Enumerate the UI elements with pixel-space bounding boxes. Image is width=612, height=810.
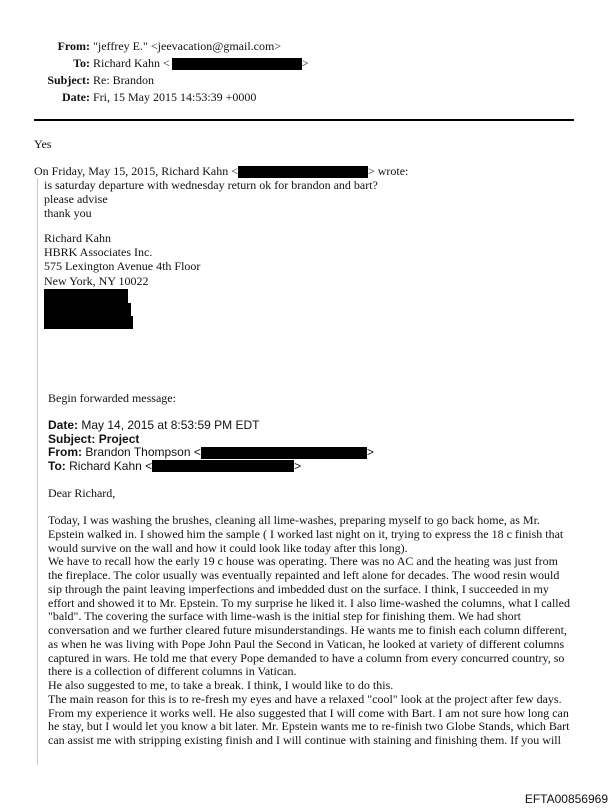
fwd-subject-label: Subject: [48, 431, 96, 446]
body-line: there is a collection of different columns in Vatican. [48, 664, 297, 679]
fwd-to-label: To: [48, 458, 66, 473]
to-label: To: [73, 56, 90, 70]
redaction-block [238, 166, 368, 178]
fwd-from-row [48, 446, 374, 460]
from-label: From: [57, 39, 90, 53]
fwd-from-label: From: [48, 445, 82, 459]
header-subject-row [0, 73, 400, 88]
signature-address: 575 Lexington Avenue 4th Floor [44, 259, 201, 274]
email-header [0, 39, 400, 119]
body-line: conversation and we further cleared future misunderstandings. He wants me to finish each column different, [48, 623, 567, 637]
to-value-group [93, 56, 309, 71]
header-to-row [0, 56, 400, 71]
header-from-row [0, 39, 400, 54]
fwd-to-row [48, 460, 374, 474]
quote-intro-suffix: > wrote: [367, 164, 409, 178]
body-line: He also suggested to me, to take a break. I think, I would like to do this. [48, 678, 394, 692]
fwd-to-suffix: > [294, 458, 302, 473]
redaction-block [172, 58, 302, 70]
fwd-from-value: Brandon Thompson < [85, 445, 201, 459]
body-line: can assist me with stripping existing finish and I will continue with staining and finishing them. If you will [48, 733, 561, 747]
body-line: sip through the paint leaving imperfections and imbedded dust on the surface. I think, I succeeded in my [48, 581, 549, 596]
fwd-date-label: Date: [48, 418, 79, 432]
date-value: Fri, 15 May 2015 14:53:39 +0000 [93, 90, 257, 104]
body-line: Today, I was washing the brushes, cleaning all lime-washes, preparing myself to go back home, as Mr. [48, 513, 540, 527]
redaction-block [44, 316, 133, 329]
forwarded-header [48, 419, 374, 473]
redaction-block [44, 303, 131, 316]
subject-label: Subject: [47, 73, 90, 87]
quoted-line: is saturday departure with wednesday return ok for brandon and bart? [44, 178, 378, 192]
bates-number: EFTA00856969 [524, 792, 608, 806]
header-divider [34, 119, 574, 121]
redaction-block [201, 447, 367, 459]
body-line: would survive on the wall and how it could look like today after this long). [48, 540, 408, 555]
greeting: Dear Richard, [48, 486, 116, 500]
date-label: Date: [62, 90, 90, 104]
redaction-block [44, 289, 128, 303]
fwd-subject-value: Project [98, 431, 140, 446]
signature-name: Richard Kahn [44, 231, 111, 245]
signature-city: New York, NY 10022 [44, 273, 149, 288]
quote-bar [37, 178, 38, 765]
fwd-from-suffix: > [366, 445, 374, 459]
signature-company: HBRK Associates Inc. [44, 245, 153, 260]
fwd-date-row [48, 419, 374, 433]
redaction-block [152, 460, 294, 472]
quoted-line: thank you [44, 206, 92, 221]
reply-body: Yes [34, 137, 52, 151]
quote-intro [34, 164, 408, 178]
forwarded-body [48, 514, 608, 748]
body-line: "bald". The covering the surface with lime-wash is the initial step for finishing them. We had short [48, 609, 521, 624]
subject-value: Re: Brandon [93, 73, 154, 87]
header-date-row [0, 90, 400, 105]
fwd-date-value: May 14, 2015 at 8:53:59 PM EDT [81, 418, 260, 432]
body-line: effort and showed it to Mr. Epstein. To my surprise he liked it. I also lime-washed the columns, what I called [48, 595, 570, 610]
forwarded-intro: Begin forwarded message: [48, 391, 176, 405]
to-value: Richard Kahn < [93, 56, 170, 70]
to-suffix: > [301, 56, 309, 70]
quote-intro-prefix: On Friday, May 15, 2015, Richard Kahn < [34, 164, 238, 178]
quoted-line: please advise [44, 192, 108, 207]
body-line: captured in wars. He told me that every Pope demanded to have a column from every concurred country, so [48, 650, 565, 665]
body-line: We have to recall how the early 19 c house was operating. There was no AC and the heating was just from [48, 554, 558, 569]
quoted-message [44, 178, 378, 221]
body-line: The main reason for this is to re-fresh my eyes and have a relaxed "cool" look at the project after few days. [48, 691, 562, 706]
body-line: the fireplace. The color usually was eventually repainted and left alone for decades. The wood resin would [48, 568, 560, 582]
fwd-to-value: Richard Kahn < [69, 458, 153, 473]
body-line: as when he was living with Pope John Paul the Second in Vatican, he looked at variety of different columns [48, 636, 565, 651]
body-line: From my experience it works well. He also suggested that I will come with Bart. I am not sure how long can [48, 705, 569, 720]
signature-block [44, 231, 200, 329]
from-value: "jeffrey E." <jeevacation@gmail.com> [93, 39, 282, 53]
body-line: Epstein walked in. I showed him the sample ( I worked last night on it, trying to express the 18 c finish that [48, 526, 564, 541]
body-line: he stay, but I would let you know a bit later. Mr. Epstein wants me to re-finish two Globe Stands, which Bart [48, 719, 570, 734]
fwd-subject-row [48, 433, 374, 447]
